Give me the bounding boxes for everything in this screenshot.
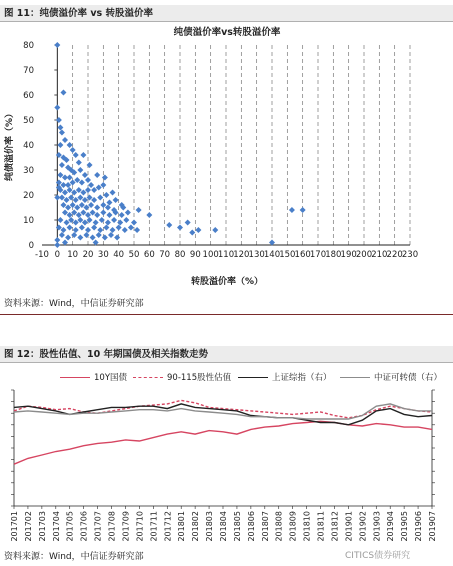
scatter-point [77,235,83,241]
line-chart-x-tick-label: 201705 [65,511,75,542]
scatter-point [83,232,89,238]
line-chart-x-tick-label: 201907 [428,511,437,542]
line-chart [0,386,453,546]
legend-item-shindex [238,371,332,383]
scatter-point [166,222,172,228]
scatter-point [110,227,116,233]
scatter-x-tick-label: 90 [189,250,201,260]
legend-item-cbindex [340,371,442,383]
line-chart-x-tick-label: 201906 [414,511,424,542]
scatter-y-tick-label: 10 [23,216,34,226]
scatter-point [117,220,123,226]
scatter-y-tick-label: 50 [23,116,34,126]
scatter-y-tick-label: 60 [23,91,34,101]
scatter-point [189,230,195,236]
scatter-point [106,212,112,218]
figure-12-source: 资料来源：Wind，中信证券研究部 [4,552,144,562]
scatter-x-tick-label: 170 [309,250,327,260]
scatter-point [67,175,73,181]
scatter-x-axis-label: 转股溢价率（%） [190,277,264,287]
scatter-x-tick-label: 100 [202,250,219,260]
figure-11-header: 图 11：纯债溢价率 vs 转股溢价率 [0,5,453,22]
scatter-x-tick-label: 140 [263,250,281,260]
scatter-point [113,197,119,203]
scatter-x-tick-label: 60 [143,250,155,260]
scatter-x-tick-label: 0 [54,250,61,260]
line-chart-x-tick-label: 201706 [79,511,89,542]
scatter-point [177,225,183,231]
scatter-point [289,207,295,213]
scatter-point [67,142,73,148]
scatter-point [76,160,82,166]
legend-swatch-bond10y [60,377,90,378]
line-chart-x-tick-label: 201707 [93,511,103,542]
scatter-point [65,235,71,241]
legend-label-bond10y: 10Y国债 [94,373,128,383]
scatter-point [57,217,63,223]
line-chart-x-tick-label: 201804 [219,511,228,542]
line-chart-x-tick-label: 201711 [149,511,159,542]
scatter-point [73,152,79,158]
scatter-point [108,232,114,238]
scatter-x-tick-label: 160 [294,250,311,260]
scatter-point [110,190,116,196]
scatter-x-tick-label: 220 [386,250,403,260]
scatter-point [87,162,93,168]
scatter-y-tick-label: 40 [23,141,34,151]
scatter-point [97,227,103,233]
scatter-point [195,227,201,233]
scatter-point [125,210,131,216]
scatter-x-tick-label: 40 [113,250,125,260]
scatter-point [114,235,120,241]
line-chart-x-tick-label: 201809 [288,511,298,542]
line-chart-x-tick-label: 201703 [37,511,47,542]
legend-swatch-cbindex [340,377,370,378]
line-chart-x-tick-label: 201902 [358,511,368,542]
scatter-x-tick-label: 180 [325,250,342,260]
scatter-point [59,232,65,238]
scatter-point [70,147,76,153]
line-chart-x-tick-label: 201806 [246,511,256,542]
scatter-point [94,172,100,178]
scatter-x-tick-label: 80 [174,250,186,260]
scatter-point [100,210,106,216]
scatter-point [134,227,140,233]
scatter-point [99,217,105,223]
scatter-point [103,225,109,231]
scatter-point [60,90,66,96]
legend-label-cbindex: 中证可转债（右） [374,373,443,383]
line-chart-x-tick-label: 201807 [260,511,270,542]
scatter-point [97,195,103,201]
line-chart-x-tick-label: 201704 [51,511,61,542]
scatter-x-tick-label: 130 [248,250,265,260]
figure-11-source: 资料来源：Wind，中信证券研究部 [4,299,144,309]
scatter-point [54,105,60,111]
scatter-point [90,235,96,241]
scatter-point [94,205,100,211]
scatter-point [54,242,60,248]
line-chart-x-tick-label: 201901 [344,511,354,542]
line-chart-x-tick-label: 201712 [163,511,173,542]
legend-item-bond10y [60,371,127,383]
scatter-point [128,225,134,231]
scatter-point [96,232,102,238]
scatter-point [59,162,65,168]
scatter-y-tick-label: 0 [28,241,34,251]
scatter-point [119,212,125,218]
scatter-x-tick-label: 120 [233,250,250,260]
line-chart-x-tick-label: 201904 [386,511,396,542]
line-chart-x-tick-label: 201709 [121,511,131,542]
scatter-point [212,227,218,233]
line-chart-x-tick-label: 201701 [10,511,19,542]
scatter-y-tick-label: 70 [23,66,34,76]
legend-swatch-valuation [133,377,163,378]
line-chart-x-tick-label: 201805 [232,511,242,542]
line-chart-x-tick-label: 201802 [191,511,201,542]
line-chart-x-tick-label: 201810 [302,511,312,542]
line-chart-x-tick-label: 201803 [205,511,215,542]
legend-swatch-shindex [238,377,268,378]
scatter-point [82,172,88,178]
scatter-x-tick-label: -10 [35,250,49,260]
line-chart-x-tick-label: 201905 [400,511,410,542]
scatter-point [146,212,152,218]
scatter-point [79,225,85,231]
scatter-point [91,225,97,231]
scatter-point [106,200,112,206]
scatter-point [88,182,94,188]
scatter-point [131,220,137,226]
scatter-point [57,125,63,131]
watermark: CITICS债券研究 [345,551,411,561]
line-chart-x-tick-label: 201710 [135,511,145,542]
scatter-point [116,225,122,231]
separator [0,314,453,315]
scatter-point [85,227,91,233]
scatter-chart [0,22,453,292]
scatter-point [136,207,142,213]
scatter-point [56,117,62,123]
scatter-chart-title: 纯债溢价率vs转股溢价率 [173,27,281,38]
line-chart-x-tick-label: 201708 [107,511,117,542]
scatter-point [77,167,83,173]
figure-12-header: 图 12：股性估值、10 年期国债及相关指数走势 [0,346,453,363]
scatter-point [54,42,60,48]
scatter-y-tick-label: 30 [23,166,34,176]
line-chart-x-tick-label: 201812 [330,511,340,542]
scatter-point [67,225,73,231]
line-chart-x-tick-label: 201808 [274,511,284,542]
scatter-point [57,142,63,148]
scatter-point [111,217,117,223]
scatter-point [105,220,111,226]
scatter-point [185,220,191,226]
line-chart-x-tick-label: 201811 [316,511,326,542]
line-chart-x-tick-label: 201702 [23,511,33,542]
series-cbindex [14,404,432,419]
scatter-point [71,232,77,238]
scatter-x-tick-label: 20 [82,250,94,260]
scatter-x-tick-label: 200 [355,250,373,260]
scatter-x-tick-label: 210 [371,250,388,260]
scatter-point [123,217,129,223]
scatter-x-tick-label: 30 [97,250,109,260]
scatter-point [85,177,91,183]
line-chart-x-tick-label: 201801 [177,511,187,542]
scatter-point [102,175,108,181]
legend-item-valuation [133,371,231,383]
scatter-point [122,227,128,233]
scatter-x-tick-label: 150 [279,250,296,260]
scatter-x-tick-label: 190 [340,250,357,260]
scatter-point [300,207,306,213]
line-chart-series [14,400,432,464]
line-chart-x-tick-label: 201903 [372,511,382,542]
scatter-x-tick-label: 50 [128,250,140,260]
legend-label-shindex: 上证综指（右） [272,373,332,383]
line-chart-legend [0,371,453,385]
legend-label-valuation: 90-115股性估值 [167,373,232,383]
scatter-point [80,152,86,158]
scatter-point [62,137,68,143]
scatter-x-tick-label: 230 [401,250,419,260]
scatter-point [59,130,65,136]
scatter-y-tick-label: 20 [23,191,34,201]
scatter-y-tick-label: 80 [23,41,34,51]
scatter-point [102,235,108,241]
line-chart-x-ticks [10,506,437,542]
scatter-x-tick-label: 110 [217,250,235,260]
scatter-point [93,220,99,226]
scatter-y-axis-label: 纯债溢价率（%） [5,108,15,182]
scatter-x-tick-label: 70 [159,250,171,260]
series-bond10y [14,421,432,464]
scatter-point [73,227,79,233]
scatter-x-tick-label: 10 [67,250,79,260]
scatter-point [103,192,109,198]
